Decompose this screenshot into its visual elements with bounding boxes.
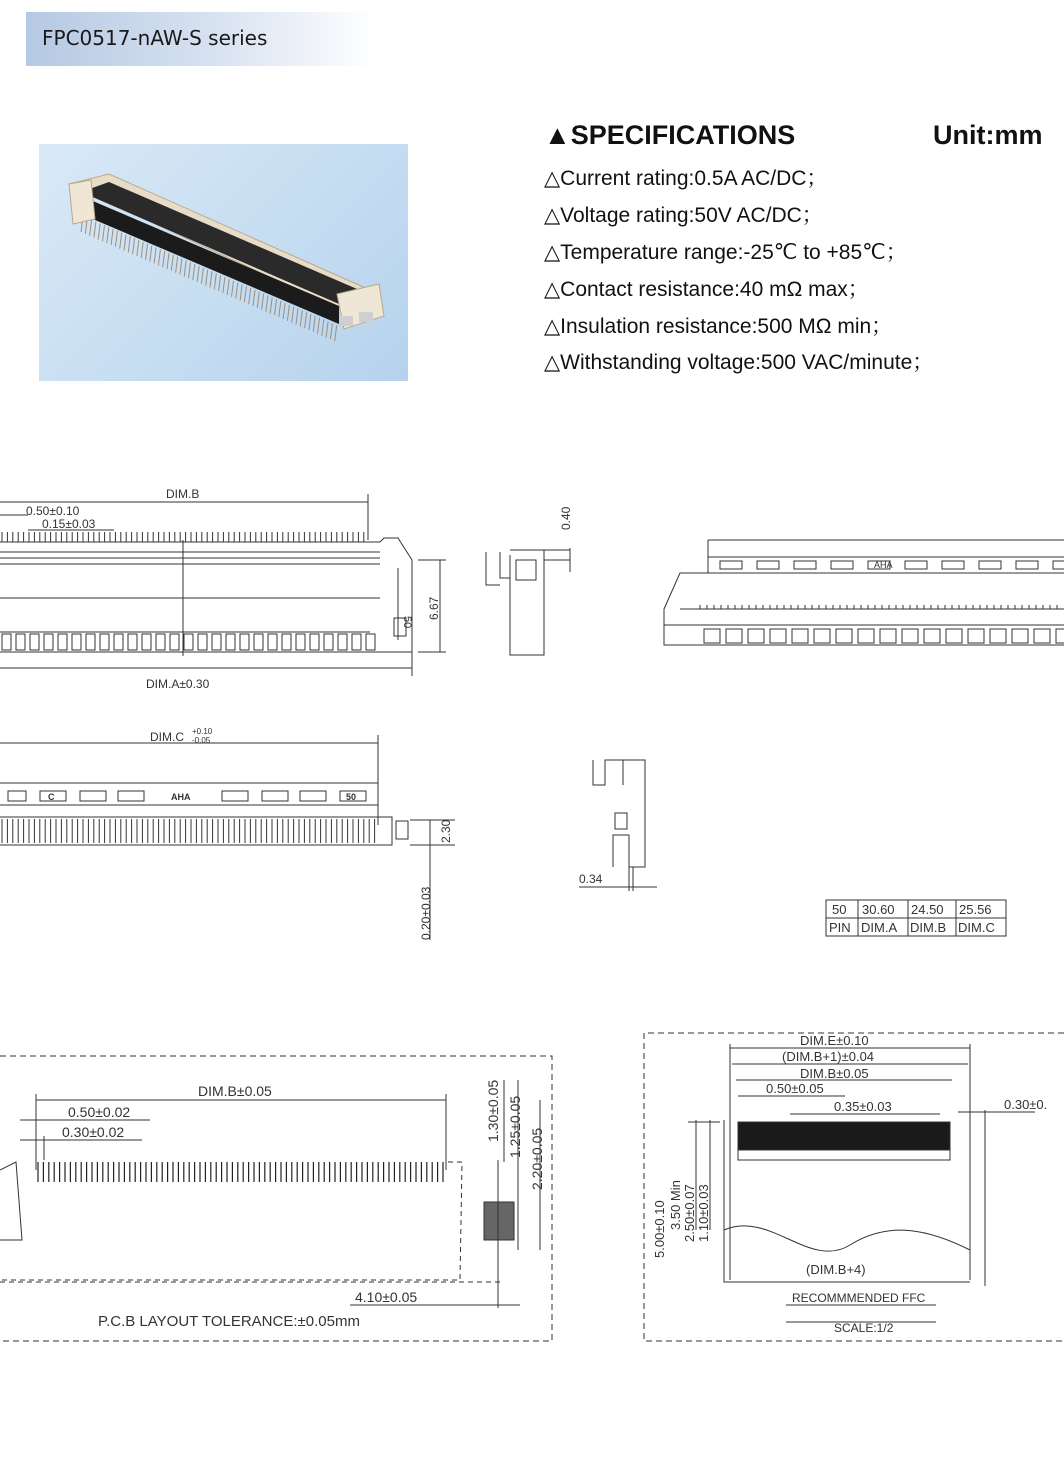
ffc-dim-035: 0.35±0.03: [834, 1099, 892, 1114]
ffc-dim-b1: (DIM.B+1)±0.04: [782, 1049, 875, 1064]
label-mark: AHA: [171, 792, 191, 802]
recommended-ffc-drawing: [640, 1030, 1064, 1345]
dim-015-label: 0.15±0.03: [42, 517, 96, 531]
table-cell: DIM.B: [910, 920, 947, 935]
dim-a-label: DIM.A±0.30: [146, 677, 210, 691]
iso-mark-label: AHA: [874, 560, 893, 570]
isometric-view-drawing: [660, 535, 1064, 660]
product-photo: [39, 144, 408, 381]
pcb-dim-220: 2.20±0.05: [529, 1127, 545, 1190]
specifications-title: ▲SPECIFICATIONS: [544, 120, 796, 150]
side-view-drawing: [470, 490, 580, 660]
dim-667-label: 6.67: [427, 596, 441, 620]
label-c: C: [48, 792, 55, 802]
table-cell: DIM.C: [958, 920, 995, 935]
dim-020-label: 0.20±0.03: [419, 886, 433, 940]
spec-temperature-range: △Temperature range:-25℃ to +85℃；: [544, 241, 907, 264]
ffc-dim-e: DIM.E±0.10: [800, 1033, 869, 1048]
pcb-dim-050: 0.50±0.02: [68, 1104, 131, 1120]
ffc-dim-030: 0.30±0.: [1004, 1097, 1048, 1112]
table-cell: DIM.A: [861, 920, 898, 935]
ffc-dim-250: 2.50±0.07: [682, 1184, 697, 1242]
table-cell: 25.56: [959, 902, 992, 917]
pin-dimension-table: [826, 900, 1008, 938]
spec-voltage-rating: △Voltage rating:50V AC/DC；: [544, 204, 823, 227]
dim-b-label: DIM.B: [166, 487, 200, 501]
front-view-drawing: [0, 725, 470, 950]
connector-image: [39, 144, 408, 381]
ffc-title: RECOMMMENDED FFC: [792, 1291, 926, 1305]
dim-230-label: 2.30: [439, 819, 453, 843]
pcb-dim-030: 0.30±0.02: [62, 1124, 125, 1140]
dim-c-tol-down: -0.05: [192, 736, 211, 745]
table-cell: 30.60: [862, 902, 895, 917]
table-cell: 50: [832, 902, 847, 917]
ffc-dim-050: 0.50±0.05: [766, 1081, 824, 1096]
spec-insulation-resistance: △Insulation resistance:500 MΩ min；: [544, 315, 893, 338]
pcb-tolerance-note: P.C.B LAYOUT TOLERANCE:±0.05mm: [98, 1313, 360, 1330]
top-view-drawing: [0, 480, 460, 700]
series-title: FPC0517-nAW-S series: [42, 26, 268, 50]
pcb-dim-130: 1.30±0.05: [485, 1079, 501, 1142]
pcb-dim-b: DIM.B±0.05: [198, 1083, 272, 1099]
ffc-dim-350: 3.50 Min: [668, 1180, 683, 1230]
unit-label: Unit:mm: [933, 120, 1043, 150]
spec-withstanding-voltage: △Withstanding voltage:500 VAC/minute；: [544, 351, 934, 374]
dim-c-label: DIM.C: [150, 730, 184, 744]
ffc-dim-b4: (DIM.B+4): [806, 1262, 866, 1277]
spec-contact-resistance: △Contact resistance:40 mΩ max；: [544, 278, 869, 301]
ffc-dim-110: 1.10±0.03: [696, 1184, 711, 1242]
dim-034-label: 0.34: [579, 872, 603, 886]
ffc-dim-500: 5.00±0.10: [652, 1200, 667, 1258]
table-cell: 24.50: [911, 902, 944, 917]
ffc-scale: SCALE:1/2: [834, 1321, 894, 1335]
dim-c-tol-up: +0.10: [192, 727, 213, 736]
dim-050-label: 0.50±0.10: [26, 504, 80, 518]
side-detail-drawing: [575, 755, 665, 895]
ffc-dim-b: DIM.B±0.05: [800, 1066, 869, 1081]
pin-50-mark: 50: [401, 616, 413, 629]
label-50: 50: [346, 792, 357, 802]
dim-040-label: 0.40: [559, 506, 573, 530]
pcb-dim-125: 1.25±0.05: [507, 1095, 523, 1158]
pcb-layout-drawing: [0, 1050, 560, 1345]
spec-current-rating: △Current rating:0.5A AC/DC；: [544, 167, 828, 190]
pcb-dim-410: 4.10±0.05: [355, 1289, 418, 1305]
header-banner: [26, 12, 376, 66]
table-cell: PIN: [829, 920, 851, 935]
